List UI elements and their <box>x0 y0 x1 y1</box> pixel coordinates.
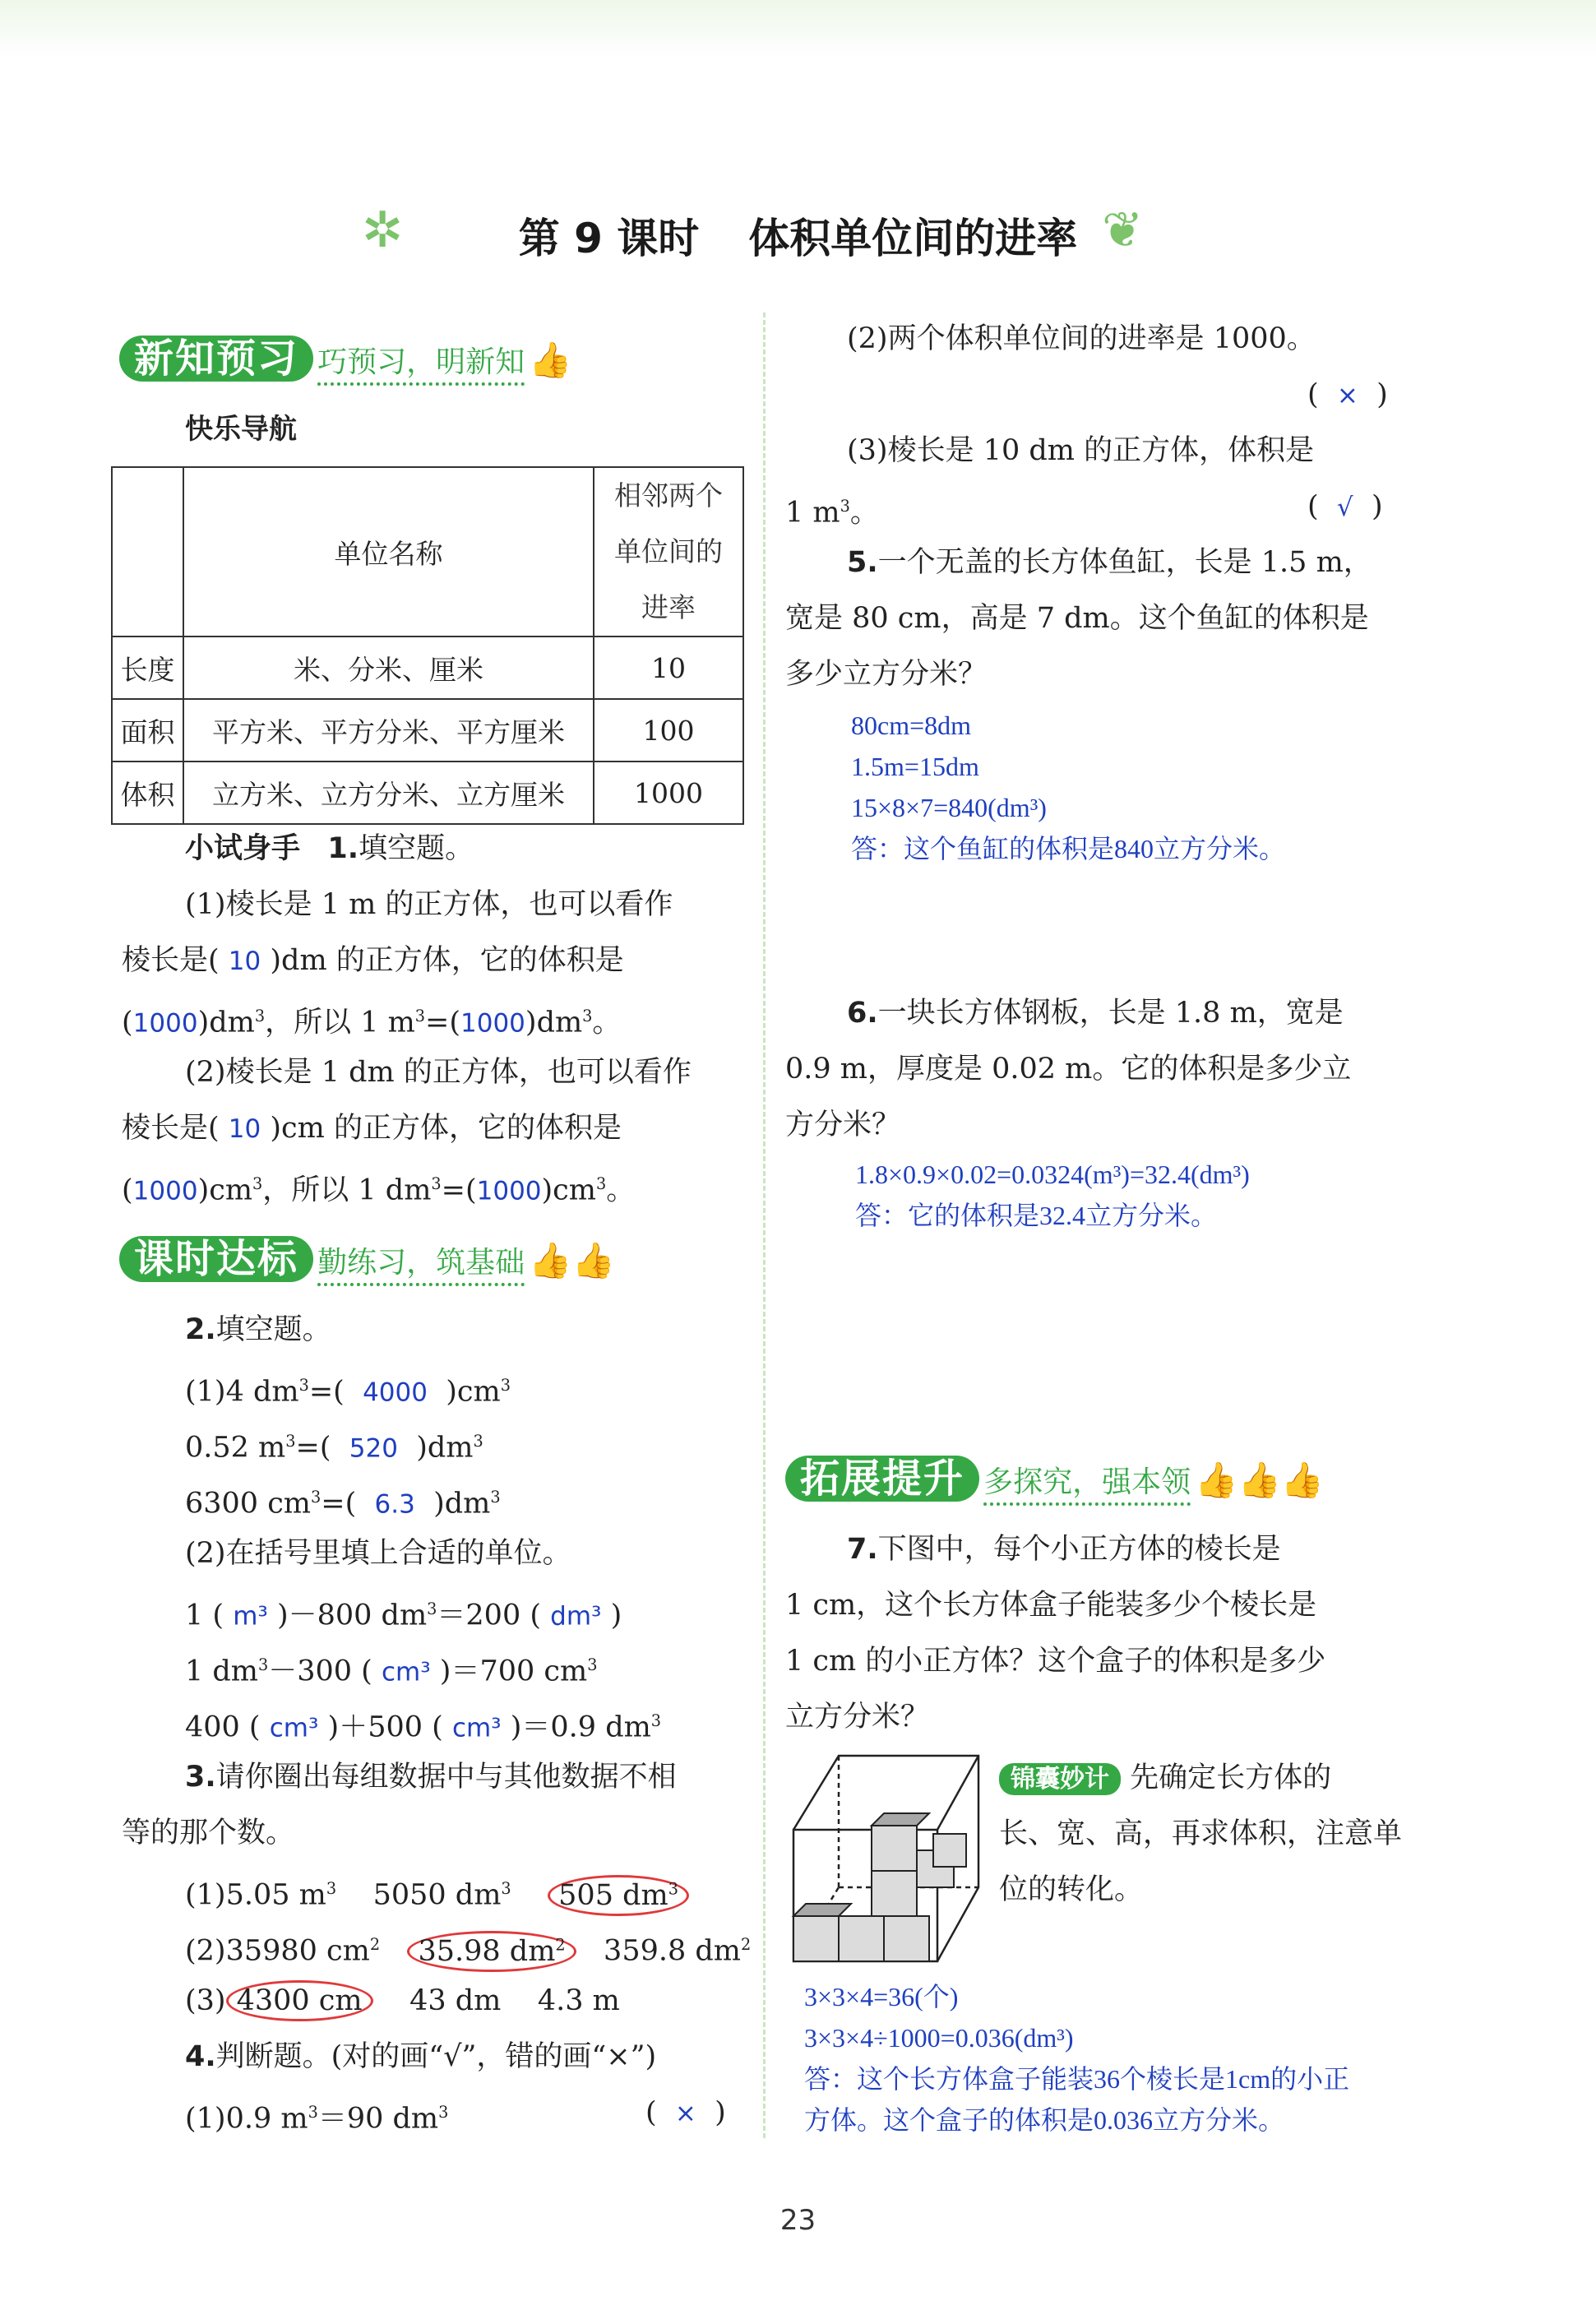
text: 400 ( <box>185 1711 261 1744</box>
q7-answer-3: 答：这个长方体盒子能装36个棱长是1cm的小正 <box>804 2064 1350 2094</box>
answer-text: 10 <box>228 1114 261 1144</box>
text: 1 dm <box>185 1655 258 1688</box>
text: 1 m <box>785 496 840 530</box>
answer-text: cm³ <box>451 1713 502 1743</box>
cube <box>872 1871 917 1916</box>
table-cell-units: 平方米、平方分米、平方厘米 <box>183 699 594 762</box>
q4-item2: (2)两个体积单位间的进率是 1000。 <box>847 322 1316 355</box>
leaf-icon: ❦ <box>1102 201 1144 259</box>
text: =( <box>441 1174 477 1207</box>
q1-line5 <box>122 1110 622 1147</box>
table-cell-dim: 面积 <box>112 699 183 762</box>
q3-group2: (2)35980 $cm^2$ 35.98 $dm^2$ 359.8 $dm^2$ <box>185 1927 751 1970</box>
text: )dm <box>525 1006 583 1039</box>
circled-answer <box>226 1980 373 2021</box>
table-cell-rate: 100 <box>594 699 743 762</box>
q5-answer-1: 80cm=8dm <box>851 711 972 740</box>
text: ＝200 ( <box>437 1599 541 1632</box>
text: )cm <box>446 1375 501 1409</box>
text: ，所以 1 m <box>265 1006 415 1039</box>
text: =( <box>308 1375 345 1409</box>
option: 5050 dm <box>372 1878 502 1912</box>
q2-label: 填空题。 <box>215 1313 331 1346</box>
section-banner-practice <box>119 1229 615 1289</box>
q2-row1: (1)4 $dm^3=$( 4000 )$cm^3$ <box>185 1375 511 1409</box>
q3-group1: (1)5.05 $m^3$ 5050 $dm^3$ 505 $dm^3$ <box>185 1871 689 1914</box>
text: 一块长方体钢板，长是 1.8 m，宽是 <box>877 997 1344 1030</box>
table-header-rate <box>594 467 743 637</box>
q1-line6: $(1000)cm^3$，所以 1 $dm^3=(1000)cm^3$。 <box>122 1174 636 1207</box>
q4-heading <box>185 2039 656 2075</box>
circled-answer: 35.98 $dm^2$ <box>407 1931 576 1972</box>
cube <box>872 1826 917 1871</box>
text: )＝0.9 dm <box>510 1711 651 1744</box>
q2-number: 2. <box>185 1313 216 1346</box>
option: 4300 cm <box>236 1984 363 2017</box>
banner-label: 新知预习 <box>119 336 313 382</box>
tip-line1 <box>999 1760 1331 1798</box>
q6-number: 6. <box>847 997 878 1030</box>
text: (1)0.9 m <box>185 2102 308 2136</box>
answer-text: × <box>1336 381 1358 410</box>
text: 棱长是( <box>122 944 220 977</box>
q4-item3: (3)棱长是 10 dm 的正方体，体积是 <box>847 434 1315 467</box>
text: )dm <box>197 1006 255 1039</box>
q2-row4: (2)在括号里填上合适的单位。 <box>185 1537 571 1570</box>
lesson-topic: 体积单位间的进率 <box>748 215 1078 262</box>
q1-line3: $(1000)dm^3$，所以 1 $m^3=(1000)dm^3$。 <box>122 1006 622 1039</box>
text: ) <box>1376 378 1388 411</box>
q2-row6: 1 $dm^3-300$ ( cm³ )＝700 $cm^3$ <box>185 1655 598 1688</box>
text: (1)4 dm <box>185 1375 299 1409</box>
banner-subtitle: 勤练习，筑基础 <box>317 1246 525 1286</box>
table-cell-rate: 10 <box>594 637 743 699</box>
answer-text: 1000 <box>132 1176 198 1206</box>
q7-line1 <box>847 1531 1281 1567</box>
option: 43 dm <box>409 1984 502 2017</box>
q4-item2-answer <box>1307 377 1388 414</box>
q1-line2 <box>122 942 624 979</box>
page-number: 23 <box>779 2204 817 2237</box>
cube-top <box>793 1904 851 1916</box>
q5-answer-2: 1.5m=15dm <box>851 752 979 781</box>
q1-heading <box>185 831 474 867</box>
text: ) <box>715 2096 726 2129</box>
answer-text: 10 <box>228 947 261 976</box>
text: 一个无盖的长方体鱼缸，长是 1.5 m， <box>877 546 1372 579</box>
option: 359.8 dm <box>604 1934 741 1968</box>
unit-table <box>111 466 744 825</box>
rate-header-line: 相邻两个 <box>614 479 723 512</box>
q3-number: 3. <box>185 1761 216 1794</box>
rate-header-line: 进率 <box>641 591 696 623</box>
q3-label: 请你圈出每组数据中与其他数据不相 <box>215 1761 677 1794</box>
section-banner-preview <box>119 329 572 388</box>
box-edge <box>937 1756 978 1830</box>
option: 505 dm <box>558 1878 668 1912</box>
text: )cm <box>197 1174 253 1207</box>
text: )－800 dm <box>276 1599 428 1632</box>
table-cell-units: 立方米、立方分米、立方厘米 <box>183 762 594 824</box>
q4-item3-answer <box>1307 488 1383 525</box>
q6-line2: 0.9 m，厚度是 0.02 m。它的体积是多少立 <box>785 1053 1352 1086</box>
table-row <box>112 637 743 699</box>
thumbs-up-icon: 👍 <box>529 340 572 380</box>
table-cell-dim: 长度 <box>112 637 183 699</box>
text: )cm <box>541 1174 596 1207</box>
text: 。 <box>592 1006 622 1039</box>
cube-top <box>872 1813 929 1826</box>
option: 4.3 m <box>537 1984 620 2017</box>
text: 1 ( <box>185 1599 224 1632</box>
text: )dm <box>433 1487 491 1521</box>
answer-text: cm³ <box>269 1713 319 1743</box>
table-row <box>112 762 743 824</box>
text: ＝90 dm <box>317 2102 439 2136</box>
cube <box>793 1916 839 1961</box>
q3-label-2: 等的那个数。 <box>122 1817 295 1849</box>
q7-answer-4: 方体。这个盒子的体积是0.036立方分米。 <box>804 2105 1285 2135</box>
answer-text: 1000 <box>476 1176 542 1206</box>
text: －300 ( <box>268 1655 372 1688</box>
q1-head: 小试身手 <box>185 832 301 865</box>
table-cell-dim: 体积 <box>112 762 183 824</box>
nav-heading: 快乐导航 <box>185 413 297 446</box>
answer-text: √ <box>1336 493 1353 522</box>
answer-text: 1000 <box>460 1008 525 1039</box>
box-figure <box>789 1752 983 1965</box>
text: 。 <box>849 496 879 530</box>
tip-badge: 锦囊妙计 <box>999 1763 1121 1795</box>
text: ) <box>610 1599 622 1632</box>
star-icon: ✲ <box>362 201 404 259</box>
q4-label: 判断题。(对的画“√”，错的画“×”) <box>215 2040 657 2073</box>
q4-item3-cont: 1 $m^3$。 <box>785 496 879 530</box>
text: 0.52 m <box>185 1431 286 1465</box>
option: (3) <box>185 1984 226 2017</box>
text: ，所以 1 dm <box>262 1174 432 1207</box>
q5-line3: 多少立方分米？ <box>785 658 988 691</box>
text: 6300 cm <box>185 1487 311 1521</box>
answer-text: 6.3 <box>374 1489 415 1520</box>
q4-item1: (1)0.9 $m^3=90$ $dm^3$ <box>185 2102 449 2136</box>
lesson-number: 第 9 课时 <box>518 215 700 262</box>
text: 。 <box>606 1174 636 1207</box>
cube <box>839 1916 884 1961</box>
q3-heading <box>185 1759 677 1795</box>
text: )dm 的正方体，它的体积是 <box>270 944 624 977</box>
q2-row2: 0.52 $m^3=$( 520 )$dm^3$ <box>185 1431 483 1465</box>
q2-row3: 6300 $cm^3=$( 6.3 )$dm^3$ <box>185 1487 501 1521</box>
text: 下图中，每个小正方体的棱长是 <box>877 1533 1281 1566</box>
q6-line3: 方分米？ <box>785 1109 901 1141</box>
q5-number: 5. <box>847 546 878 579</box>
text: =( <box>425 1006 461 1039</box>
circled-answer: 505 $dm^3$ <box>548 1875 689 1916</box>
banner-subtitle: 多探究，强本领 <box>983 1465 1191 1506</box>
answer-text: 520 <box>349 1433 398 1464</box>
table-corner <box>112 467 183 637</box>
q2-row7: 400 ( cm³ )＋500 ( cm³ )＝0.9 $dm^3$ <box>185 1711 662 1744</box>
q2-row5: 1 ( m³ )－800 $dm^3=200$ ( dm³ ) <box>185 1599 622 1632</box>
answer-text: m³ <box>233 1601 268 1632</box>
column-divider <box>763 312 766 2138</box>
text: ( <box>645 2096 657 2129</box>
thumbs-up-icon: 👍👍👍 <box>1195 1460 1325 1500</box>
q2-heading <box>185 1312 331 1348</box>
text: )＝700 cm <box>439 1655 588 1688</box>
text: =( <box>321 1487 357 1521</box>
q3-group3 <box>185 1983 620 2019</box>
q4-item1-answer <box>645 2095 726 2132</box>
q4-number: 4. <box>185 2040 216 2073</box>
q6-answer-2: 答：它的体积是32.4立方分米。 <box>855 1201 1218 1230</box>
cube <box>933 1834 966 1867</box>
q1-line4: (2)棱长是 1 dm 的正方体，也可以看作 <box>185 1056 692 1089</box>
option: 35.98 dm <box>418 1934 556 1968</box>
thumbs-up-icon: 👍👍 <box>529 1240 615 1280</box>
text: 棱长是( <box>122 1112 220 1145</box>
table-cell-rate: 1000 <box>594 762 743 824</box>
banner-label: 课时达标 <box>119 1236 313 1282</box>
text: )cm 的正方体，它的体积是 <box>270 1112 622 1145</box>
cube <box>884 1916 929 1961</box>
tip-line3: 位的转化。 <box>999 1873 1144 1906</box>
answer-text: cm³ <box>381 1657 431 1687</box>
q7-answer-2: 3×3×4÷1000=0.036(dm³) <box>804 2023 1074 2053</box>
text: )＋500 ( <box>327 1711 443 1744</box>
q1-label: 填空题。 <box>359 832 474 865</box>
option: (2)35980 cm <box>185 1934 370 1968</box>
top-band <box>0 0 1596 58</box>
q5-answer-4: 答：这个鱼缸的体积是840立方分米。 <box>851 834 1286 863</box>
rate-header-line: 单位间的 <box>614 535 723 567</box>
q6-line1 <box>847 995 1344 1031</box>
q7-answer-1: 3×3×4=36(个) <box>804 1982 959 2011</box>
table-cell-units: 米、分米、厘米 <box>183 637 594 699</box>
text: )dm <box>416 1431 474 1465</box>
text: ) <box>1371 490 1383 523</box>
answer-text: dm³ <box>550 1601 602 1632</box>
q7-line2: 1 cm，这个长方体盒子能装多少个棱长是 <box>785 1589 1317 1622</box>
q1-line1: (1)棱长是 1 m 的正方体，也可以看作 <box>185 888 673 921</box>
banner-subtitle: 巧预习，明新知 <box>317 345 525 386</box>
section-banner-extend <box>785 1449 1324 1508</box>
answer-text: × <box>674 2099 696 2128</box>
text: ( <box>1307 490 1319 523</box>
table-header-name: 单位名称 <box>183 467 594 637</box>
option: (1)5.05 m <box>185 1878 326 1912</box>
text: ( <box>1307 378 1319 411</box>
page-title <box>0 206 1596 265</box>
q7-line4: 立方分米？ <box>785 1701 930 1734</box>
answer-text: 4000 <box>363 1377 428 1408</box>
table-row <box>112 699 743 762</box>
answer-text: 1000 <box>132 1008 198 1039</box>
q5-answer-3: 15×8×7=840(dm³) <box>851 793 1047 822</box>
text: 先确定长方体的 <box>1130 1761 1332 1794</box>
banner-label: 拓展提升 <box>785 1456 979 1502</box>
q1-number: 1. <box>327 832 359 865</box>
q5-line2: 宽是 80 cm，高是 7 dm。这个鱼缸的体积是 <box>785 602 1369 635</box>
text: =( <box>295 1431 331 1465</box>
tip-line2: 长、宽、高，再求体积，注意单 <box>999 1817 1403 1850</box>
q7-number: 7. <box>847 1533 878 1566</box>
q7-line3: 1 cm 的小正方体？这个盒子的体积是多少 <box>785 1645 1326 1678</box>
q5-line1 <box>847 544 1372 581</box>
q6-answer-1: 1.8×0.9×0.02=0.0324(m³)=32.4(dm³) <box>855 1160 1250 1189</box>
